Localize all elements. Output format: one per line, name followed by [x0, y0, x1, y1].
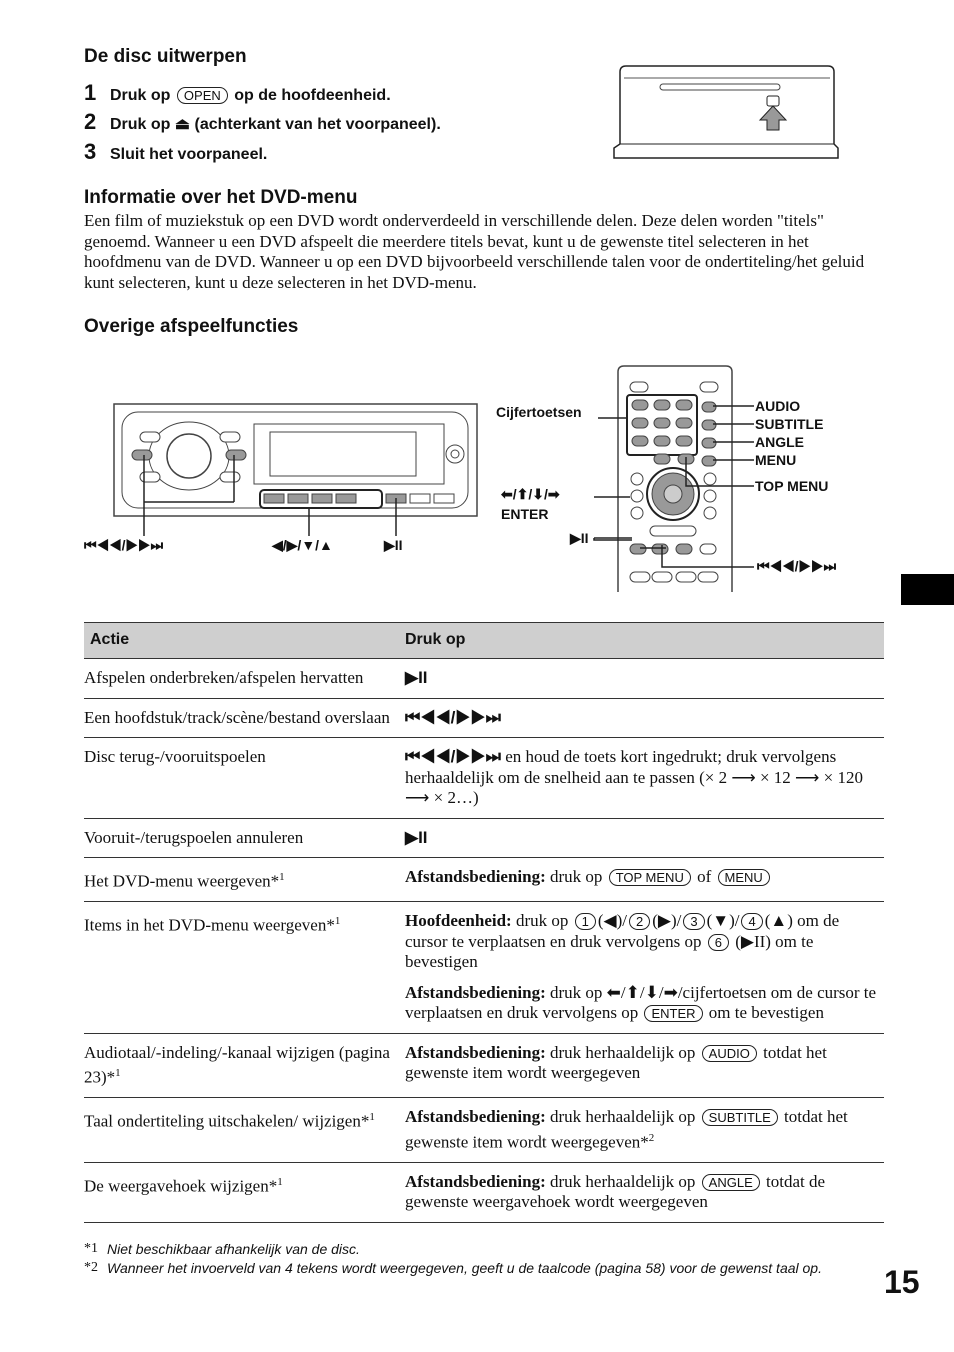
- press-text: totdat het gewenste item wordt weergegeven: [405, 1042, 827, 1083]
- remote-angle-label: ANGLE: [755, 434, 804, 450]
- enter-key: ENTER: [644, 1005, 702, 1022]
- step-number: 2: [84, 109, 97, 134]
- press-text: (▶II) om te bevestigen: [405, 931, 814, 972]
- key-1: 1: [575, 913, 596, 930]
- press-cell: ⏮◀◀/▶▶⏭: [405, 698, 884, 738]
- press-cell: [405, 738, 884, 819]
- remote-arrows-label: ⬅/⬆/⬇/➡: [501, 486, 560, 502]
- action-text: Items in het DVD-menu weergeven*: [84, 915, 335, 935]
- table-row: [84, 818, 884, 858]
- page-number: 15: [884, 1264, 920, 1300]
- press-cell: ▶II: [405, 818, 884, 858]
- press-lead: Afstandsbediening:: [405, 867, 546, 886]
- table-row: [84, 1033, 884, 1098]
- press-lead: Afstandsbediening:: [405, 982, 546, 1002]
- footnote-2: [84, 1259, 884, 1277]
- main-unit-instruction: [405, 911, 884, 973]
- table-row: [84, 1162, 884, 1222]
- footnote-ref: 1: [334, 915, 341, 928]
- step-text: Druk op: [110, 87, 171, 104]
- eject-icon: ⏏: [174, 116, 191, 133]
- press-text: druk op: [545, 867, 607, 886]
- key-3: 3: [683, 913, 704, 930]
- column-header-press: Druk op: [405, 623, 884, 659]
- functions-table: [84, 622, 884, 1223]
- footnote-ref: 1: [277, 1175, 283, 1188]
- remote-play-label: ▶II: [570, 530, 589, 546]
- step-text: (achterkant van het voorpaneel).: [194, 116, 441, 133]
- press-text: druk op: [511, 911, 573, 931]
- table-row: [84, 738, 884, 819]
- remote-topmenu-label: TOP MENU: [755, 478, 829, 494]
- open-key: OPEN: [177, 87, 228, 104]
- table-row: [84, 698, 884, 738]
- press-text: druk herhaaldelijk op: [545, 1171, 700, 1191]
- table-row: [84, 659, 884, 699]
- press-lead: Hoofdeenheid:: [405, 911, 512, 931]
- remote-skip-label: ⏮◀◀/▶▶⏭: [757, 558, 837, 574]
- press-cell: [405, 902, 884, 1034]
- footnote-ref: 2: [648, 1131, 655, 1144]
- press-lead: Afstandsbediening:: [405, 1171, 546, 1191]
- press-text: en houd de toets kort ingedrukt; druk vervolgens herhaaldelijk om de snelheid aan te passen (× 2 ⟶ × 12 ⟶ × 120 ⟶ × 2…): [405, 747, 864, 807]
- press-cell: [405, 858, 884, 902]
- action-cell: [84, 858, 405, 902]
- table-row: [84, 902, 884, 1034]
- press-text: (▼)/: [706, 911, 740, 931]
- step-2: [84, 109, 441, 135]
- remote-enter-label: ENTER: [501, 506, 549, 522]
- angle-key: ANGLE: [702, 1174, 760, 1191]
- step-number: 1: [84, 80, 97, 105]
- footnote-ref: 1: [115, 1067, 121, 1080]
- menu-key: MENU: [718, 869, 770, 886]
- section-tab-marker: [901, 574, 954, 605]
- press-text: (◀)/: [597, 911, 628, 931]
- press-text: totdat het gewenste item wordt weergegeven*: [405, 1107, 848, 1152]
- press-text: of: [692, 867, 716, 886]
- footnote-mark: *1: [84, 1241, 98, 1256]
- table-row: [84, 1098, 884, 1163]
- press-lead: Afstandsbediening:: [405, 1042, 546, 1062]
- column-header-action: Actie: [84, 623, 405, 659]
- key-6: 6: [708, 934, 729, 951]
- unit-play-label: ▶II: [384, 537, 403, 553]
- table-row: [84, 858, 884, 902]
- press-text: druk herhaaldelijk op: [545, 1042, 700, 1062]
- step-text: Druk op: [110, 116, 171, 133]
- key-2: 2: [629, 913, 650, 930]
- press-text: om te bevestigen: [704, 1003, 824, 1023]
- press-cell: [405, 1098, 884, 1163]
- eject-illustration: [610, 64, 846, 164]
- footnote-text: Niet beschikbaar afhankelijk van de disc.: [107, 1241, 360, 1257]
- press-cell: [405, 1033, 884, 1098]
- subtitle-key: SUBTITLE: [702, 1109, 778, 1126]
- press-text: (▶)/: [652, 911, 682, 931]
- action-cell: Vooruit-/terugspoelen annuleren: [84, 818, 405, 858]
- step-number: 3: [84, 139, 97, 164]
- step-3: [84, 139, 267, 165]
- footnote-mark: *2: [84, 1260, 98, 1275]
- press-text: totdat de gewenste weergavehoek wordt weergegeven: [405, 1171, 826, 1212]
- action-cell: [84, 1033, 405, 1098]
- press-cell: ▶II: [405, 659, 884, 699]
- footnote-1: [84, 1240, 884, 1258]
- press-cell: [405, 1162, 884, 1222]
- action-cell: [84, 1162, 405, 1222]
- action-cell: Een hoofdstuk/track/scène/bestand overslaan: [84, 698, 405, 738]
- press-text: (▲) om de cursor te verplaatsen en druk vervolgens op: [405, 911, 840, 951]
- section-heading-other: Overige afspeelfuncties: [84, 316, 299, 337]
- unit-arrows-label: ◀/▶/▼/▲: [272, 537, 333, 553]
- remote-menu-label: MENU: [755, 452, 797, 468]
- action-cell: Disc terug-/vooruitspoelen: [84, 738, 405, 819]
- press-lead: Afstandsbediening:: [405, 1107, 546, 1127]
- step-text: Sluit het voorpaneel.: [110, 146, 268, 163]
- step-text: op de hoofdeenheid.: [234, 87, 391, 104]
- remote-audio-label: AUDIO: [755, 398, 801, 414]
- section-heading-dvd-menu: Informatie over het DVD-menu: [84, 187, 358, 208]
- dvd-menu-paragraph: Een film of muziekstuk op een DVD wordt onderverdeeld in verschillende delen. Deze delen worden "titels" genoemd. Wanneer u een DVD afspeelt die meerdere titels bevat, kunt u de gewenste titel selecteren in het hoofdmenu van de DVD. Wanneer u op een DVD bijvoorbeeld verschillende talen voor de ondertiteling/het geluid kunt selecteren, kunt u deze selecteren in het DVD-menu.: [84, 211, 865, 292]
- skip-symbol: ⏮◀◀/▶▶⏭: [405, 747, 501, 766]
- remote-instruction: [405, 983, 884, 1024]
- unit-skip-label: ⏮◀◀/▶▶⏭: [84, 537, 164, 553]
- action-cell: [84, 1098, 405, 1163]
- table-header-row: [84, 623, 884, 659]
- action-text: Audiotaal/-indeling/-kanaal wijzigen (pagina 23)*: [84, 1042, 390, 1087]
- press-text: druk herhaaldelijk op: [545, 1107, 700, 1127]
- action-text: Taal ondertiteling uitschakelen/ wijzigen*: [84, 1111, 370, 1131]
- audio-key: AUDIO: [702, 1045, 757, 1062]
- step-1: [84, 80, 391, 106]
- remote-subtitle-label: SUBTITLE: [755, 416, 824, 432]
- action-cell: [84, 902, 405, 1034]
- key-4: 4: [741, 913, 762, 930]
- top-menu-key: TOP MENU: [609, 869, 691, 886]
- action-text: Het DVD-menu weergeven*: [84, 871, 280, 891]
- section-heading-eject: De disc uitwerpen: [84, 46, 247, 67]
- footnote-ref: 1: [369, 1111, 375, 1124]
- footnote-text: Wanneer het invoerveld van 4 tekens wordt weergegeven, geeft u de taalcode (pagina 58) voor de gewenst taal op.: [107, 1260, 822, 1276]
- remote-digits-label: Cijfertoetsen: [496, 404, 582, 420]
- action-text: De weergavehoek wijzigen*: [84, 1176, 278, 1196]
- footnote-ref: 1: [279, 871, 285, 883]
- press-text: druk op ⬅/⬆/⬇/➡/cijfertoetsen om de cursor te verplaatsen en druk vervolgens op: [405, 982, 877, 1023]
- action-cell: Afspelen onderbreken/afspelen hervatten: [84, 659, 405, 699]
